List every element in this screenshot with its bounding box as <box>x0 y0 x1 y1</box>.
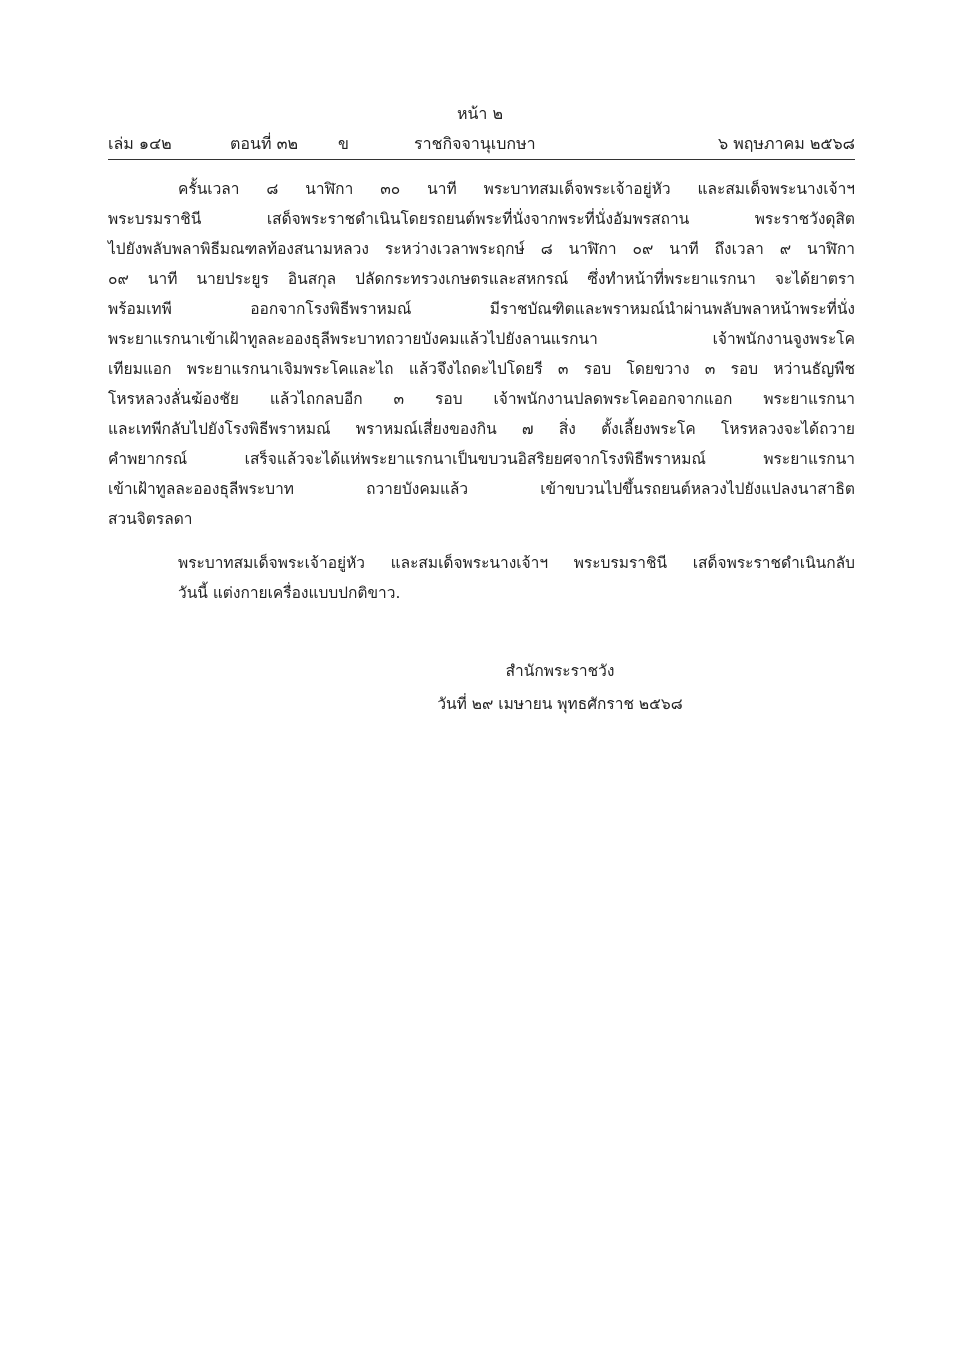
paragraph-line: สวนจิตรลดา <box>108 510 193 528</box>
paragraph-2 <box>178 548 855 608</box>
header-divider <box>108 159 855 160</box>
gazette-header <box>108 133 855 155</box>
paragraph-line: เข้าเฝ้าทูลละอองธุลีพระบาท ถวายบังคมแล้ว เข้าขบวนไปขึ้นรถยนต์หลวงไปยังแปลงนาสาธิต <box>108 480 855 498</box>
section-number: ตอนที่ ๓๒ <box>230 134 299 153</box>
signature-office: สำนักพระราชวัง <box>505 662 615 680</box>
paragraph-line: วันนี้ แต่งกายเครื่องแบบปกติขาว. <box>178 584 401 602</box>
volume-number: เล่ม ๑๔๒ <box>108 134 172 153</box>
signature-date: วันที่ ๒๙ เมษายน พุทธศักราช ๒๕๖๘ <box>437 695 683 713</box>
paragraph-line: พระยาแรกนาเข้าเฝ้าทูลละอองธุลีพระบาทถวายบังคมแล้วไปยังลานแรกนา เจ้าพนักงานจูงพระโค <box>108 330 855 348</box>
publication-date: ๖ พฤษภาคม ๒๕๖๘ <box>717 134 855 153</box>
paragraph-line: และเทพีกลับไปยังโรงพิธีพราหมณ์ พราหมณ์เสี่ยงของกิน ๗ สิ่ง ตั้งเลี้ยงพระโค โหรหลวงจะได้ถวาย <box>108 420 855 438</box>
paragraph-line: คำพยากรณ์ เสร็จแล้วจะได้แห่พระยาแรกนาเป็นขบวนอิสริยยศจากโรงพิธีพราหมณ์ พระยาแรกนา <box>108 450 855 468</box>
paragraph-line: เทียมแอก พระยาแรกนาเจิมพระโคและไถ แล้วจึงไถดะไปโดยรี ๓ รอบ โดยขวาง ๓ รอบ หว่านธัญพืช <box>108 360 855 378</box>
publication-name: ราชกิจจานุเบกษา <box>414 134 536 153</box>
paragraph-line: พระบรมราชินี เสด็จพระราชดำเนินโดยรถยนต์พระที่นั่งจากพระที่นั่งอัมพรสถาน พระราชวังดุสิต <box>108 210 855 228</box>
paragraph-line: โหรหลวงลั่นฆ้องชัย แล้วไถกลบอีก ๓ รอบ เจ้าพนักงานปลดพระโคออกจากแอก พระยาแรกนา <box>108 390 855 408</box>
paragraph-line: ๐๙ นาที นายประยูร อินสกุล ปลัดกระทรวงเกษตรและสหกรณ์ ซึ่งทำหน้าที่พระยาแรกนา จะได้ยาตรา <box>108 270 855 288</box>
paragraph-line: พระบาทสมเด็จพระเจ้าอยู่หัว และสมเด็จพระนางเจ้าฯ พระบรมราชินี เสด็จพระราชดำเนินกลับ <box>178 554 855 572</box>
section-part: ข <box>338 134 349 153</box>
page-number: หน้า ๒ <box>456 104 504 123</box>
paragraph-line: ครั้นเวลา ๘ นาฬิกา ๓๐ นาที พระบาทสมเด็จพระเจ้าอยู่หัว และสมเด็จพระนางเจ้าฯ <box>178 180 855 198</box>
paragraph-1 <box>108 174 855 534</box>
paragraph-line: พร้อมเทพี ออกจากโรงพิธีพราหมณ์ มีราชบัณฑิตและพราหมณ์นำผ่านพลับพลาหน้าพระที่นั่ง <box>108 300 855 318</box>
paragraph-line: ไปยังพลับพลาพิธีมณฑลท้องสนามหลวง ระหว่างเวลาพระฤกษ์ ๘ นาฬิกา ๐๙ นาที ถึงเวลา ๙ นาฬิกา <box>108 240 855 258</box>
